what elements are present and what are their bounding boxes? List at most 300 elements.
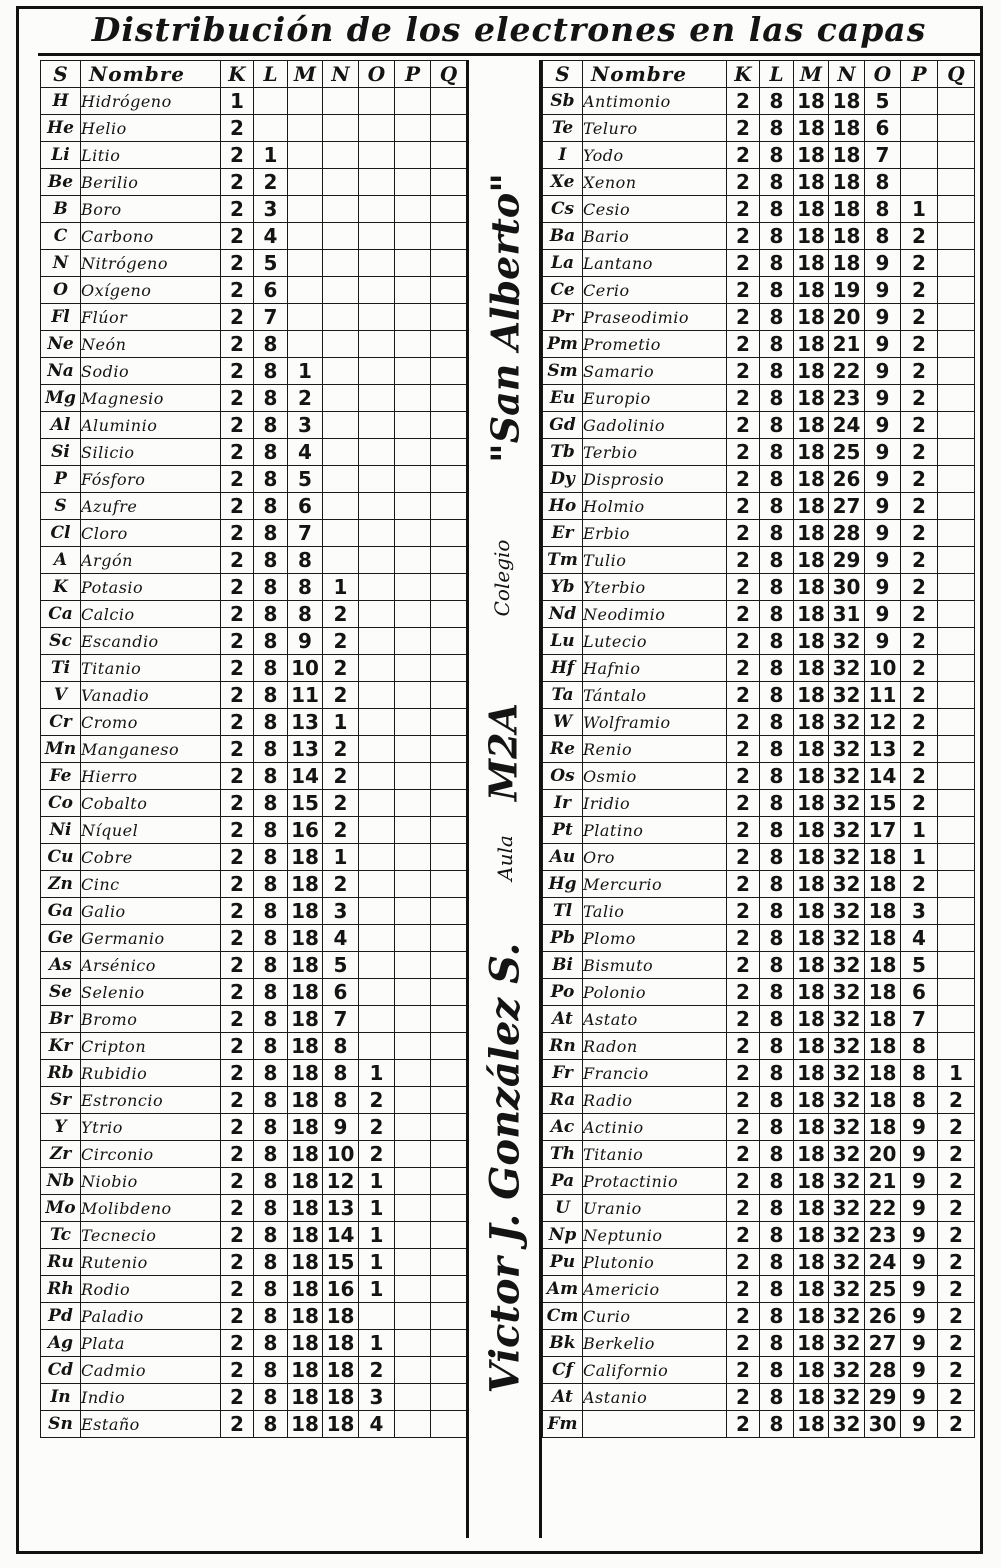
room-code: M2A <box>480 703 526 801</box>
shell-k-count: 2 <box>727 1357 760 1384</box>
element-row <box>543 520 975 547</box>
shell-l-count: 1 <box>254 142 288 169</box>
shell-l-count: 8 <box>760 466 794 493</box>
shell-l-count: 8 <box>254 763 288 790</box>
element-name: Lantano <box>583 250 727 277</box>
shell-p-count <box>395 790 431 817</box>
element-row <box>543 1087 975 1114</box>
element-row <box>543 898 975 925</box>
shell-k-count: 2 <box>727 601 760 628</box>
element-name: Radio <box>583 1087 727 1114</box>
shell-k-count: 2 <box>221 952 254 979</box>
element-name: Protactinio <box>583 1168 727 1195</box>
shell-p-count <box>395 1087 431 1114</box>
shell-k-count: 2 <box>727 682 760 709</box>
element-row <box>543 763 975 790</box>
element-name: Calcio <box>81 601 221 628</box>
element-row <box>41 142 467 169</box>
shell-q-count <box>431 466 467 493</box>
shell-n-count: 1 <box>323 574 359 601</box>
element-symbol: Rb <box>41 1060 81 1087</box>
shell-o-count: 18 <box>865 979 901 1006</box>
shell-l-count: 8 <box>760 1249 794 1276</box>
shell-q-count <box>938 142 975 169</box>
element-row <box>543 547 975 574</box>
shell-l-count: 8 <box>254 817 288 844</box>
shell-o-count: 24 <box>865 1249 901 1276</box>
element-name: Circonio <box>81 1141 221 1168</box>
shell-k-count: 2 <box>727 1033 760 1060</box>
shell-n-count: 2 <box>323 601 359 628</box>
element-symbol: Xe <box>543 169 583 196</box>
shell-k-count: 2 <box>221 601 254 628</box>
element-row <box>543 466 975 493</box>
shell-n-count: 32 <box>829 898 865 925</box>
shell-n-count: 24 <box>829 412 865 439</box>
shell-m-count: 18 <box>794 1222 829 1249</box>
shell-l-count: 8 <box>254 1060 288 1087</box>
shell-m-count: 18 <box>794 1330 829 1357</box>
element-name: Níquel <box>81 817 221 844</box>
shell-o-count: 7 <box>865 142 901 169</box>
element-symbol: O <box>41 277 81 304</box>
shell-q-count <box>938 736 975 763</box>
shell-p-count <box>395 331 431 358</box>
shell-k-count: 2 <box>727 520 760 547</box>
shell-o-count: 11 <box>865 682 901 709</box>
shell-p-count <box>395 601 431 628</box>
shell-p-count: 9 <box>901 1357 938 1384</box>
element-symbol: Yb <box>543 574 583 601</box>
shell-o-count <box>359 682 395 709</box>
element-name: Cobre <box>81 844 221 871</box>
element-symbol: N <box>41 250 81 277</box>
shell-m-count: 11 <box>288 682 323 709</box>
shell-l-count: 8 <box>760 1006 794 1033</box>
element-symbol: Se <box>41 979 81 1006</box>
shell-l-count: 8 <box>254 412 288 439</box>
shell-q-count <box>431 1303 467 1330</box>
element-name: Cinc <box>81 871 221 898</box>
shell-q-count <box>431 1033 467 1060</box>
element-symbol: Am <box>543 1276 583 1303</box>
shell-l-count: 8 <box>760 817 794 844</box>
shell-p-count: 4 <box>901 925 938 952</box>
element-symbol: Y <box>41 1114 81 1141</box>
shell-p-count: 2 <box>901 439 938 466</box>
shell-p-count <box>395 844 431 871</box>
element-row <box>41 520 467 547</box>
shell-n-count: 18 <box>323 1384 359 1411</box>
element-row <box>41 628 467 655</box>
element-row <box>41 358 467 385</box>
shell-o-count: 15 <box>865 790 901 817</box>
element-name: Astato <box>583 1006 727 1033</box>
shell-k-count: 2 <box>221 277 254 304</box>
element-symbol: W <box>543 709 583 736</box>
shell-p-count: 2 <box>901 628 938 655</box>
shell-o-count: 5 <box>865 88 901 115</box>
shell-o-count <box>359 736 395 763</box>
shell-o-count <box>359 709 395 736</box>
shell-p-count: 6 <box>901 979 938 1006</box>
shell-n-count: 9 <box>323 1114 359 1141</box>
shell-o-count <box>359 871 395 898</box>
shell-l-count: 8 <box>760 790 794 817</box>
element-name: Berilio <box>81 169 221 196</box>
element-row <box>543 1384 975 1411</box>
shell-q-count: 2 <box>938 1168 975 1195</box>
shell-p-count: 9 <box>901 1222 938 1249</box>
element-symbol: Nb <box>41 1168 81 1195</box>
element-row <box>41 574 467 601</box>
element-row <box>41 655 467 682</box>
shell-k-count: 2 <box>221 1087 254 1114</box>
shell-m-count: 18 <box>794 1384 829 1411</box>
shell-n-count: 2 <box>323 817 359 844</box>
shell-k-count: 2 <box>727 1006 760 1033</box>
element-row <box>543 1195 975 1222</box>
shell-q-count <box>431 1222 467 1249</box>
shell-o-count <box>359 1006 395 1033</box>
shell-n-count <box>323 520 359 547</box>
shell-l-count <box>254 88 288 115</box>
element-symbol: Pa <box>543 1168 583 1195</box>
shell-n-count: 18 <box>829 223 865 250</box>
shell-k-count: 2 <box>221 844 254 871</box>
element-symbol: K <box>41 574 81 601</box>
shell-m-count: 18 <box>794 1060 829 1087</box>
shell-q-count <box>938 88 975 115</box>
shell-m-count: 15 <box>288 790 323 817</box>
shell-p-count: 9 <box>901 1168 938 1195</box>
shell-m-count: 18 <box>794 1033 829 1060</box>
left-table-body <box>41 88 467 1438</box>
shell-p-count: 8 <box>901 1087 938 1114</box>
left-element-table <box>40 60 467 1438</box>
shell-l-count: 8 <box>760 1195 794 1222</box>
shell-o-count: 18 <box>865 1087 901 1114</box>
element-symbol: Ge <box>41 925 81 952</box>
element-name: Cromo <box>81 709 221 736</box>
shell-l-count: 8 <box>760 1330 794 1357</box>
element-symbol: I <box>543 142 583 169</box>
shell-n-count: 19 <box>829 277 865 304</box>
shell-n-count: 2 <box>323 790 359 817</box>
shell-p-count <box>395 1060 431 1087</box>
shell-n-count <box>323 304 359 331</box>
shell-q-count <box>431 493 467 520</box>
shell-m-count: 18 <box>288 844 323 871</box>
shell-q-count <box>431 1168 467 1195</box>
shell-l-count: 8 <box>760 655 794 682</box>
element-name <box>583 1411 727 1438</box>
element-symbol: Ru <box>41 1249 81 1276</box>
element-symbol: Pb <box>543 925 583 952</box>
shell-o-count: 9 <box>865 520 901 547</box>
element-row <box>41 1276 467 1303</box>
element-row <box>543 1357 975 1384</box>
shell-q-count <box>431 520 467 547</box>
shell-q-count <box>938 358 975 385</box>
shell-o-count: 8 <box>865 223 901 250</box>
shell-k-count: 2 <box>727 1222 760 1249</box>
element-row <box>41 115 467 142</box>
shell-o-count: 1 <box>359 1330 395 1357</box>
shell-n-count: 32 <box>829 1276 865 1303</box>
school-label: Colegio <box>490 539 514 617</box>
element-symbol: Na <box>41 358 81 385</box>
shell-p-count <box>901 115 938 142</box>
shell-q-count <box>938 817 975 844</box>
shell-q-count: 2 <box>938 1330 975 1357</box>
shell-k-count: 2 <box>727 1411 760 1438</box>
element-row <box>543 331 975 358</box>
shell-l-count: 8 <box>760 1141 794 1168</box>
shell-n-count: 2 <box>323 871 359 898</box>
shell-m-count: 18 <box>794 925 829 952</box>
shell-q-count <box>431 574 467 601</box>
shell-n-count: 32 <box>829 1357 865 1384</box>
shell-l-count: 8 <box>760 304 794 331</box>
element-name: Titanio <box>81 655 221 682</box>
element-row <box>41 1303 467 1330</box>
shell-k-count: 2 <box>221 1357 254 1384</box>
element-row <box>41 466 467 493</box>
shell-k-count: 2 <box>221 628 254 655</box>
shell-q-count <box>431 169 467 196</box>
shell-m-count: 18 <box>288 1303 323 1330</box>
shell-m-count: 18 <box>288 1195 323 1222</box>
element-row <box>543 1060 975 1087</box>
shell-k-count: 2 <box>221 223 254 250</box>
shell-q-count <box>938 601 975 628</box>
shell-l-count: 8 <box>760 277 794 304</box>
shell-p-count <box>395 142 431 169</box>
shell-m-count: 18 <box>794 682 829 709</box>
shell-k-count: 2 <box>221 790 254 817</box>
shell-p-count: 2 <box>901 250 938 277</box>
element-name: Neón <box>81 331 221 358</box>
shell-p-count <box>395 547 431 574</box>
shell-p-count: 2 <box>901 736 938 763</box>
shell-n-count: 18 <box>829 250 865 277</box>
shell-l-count: 8 <box>254 1276 288 1303</box>
shell-n-count: 32 <box>829 844 865 871</box>
shell-o-count: 8 <box>865 169 901 196</box>
shell-n-count: 32 <box>829 655 865 682</box>
shell-m-count: 18 <box>794 196 829 223</box>
element-symbol: Ca <box>41 601 81 628</box>
element-symbol: Cl <box>41 520 81 547</box>
element-symbol: B <box>41 196 81 223</box>
shell-n-count: 2 <box>323 628 359 655</box>
element-row <box>543 574 975 601</box>
element-row <box>543 925 975 952</box>
author-name: Victor J. González S. <box>481 942 529 1394</box>
shell-m-count: 18 <box>288 925 323 952</box>
shell-k-count: 2 <box>221 358 254 385</box>
shell-m-count <box>288 304 323 331</box>
shell-n-count <box>323 466 359 493</box>
shell-n-count <box>323 88 359 115</box>
shell-o-count <box>359 655 395 682</box>
shell-k-count: 2 <box>727 493 760 520</box>
shell-header-l: L <box>254 61 288 88</box>
shell-o-count: 18 <box>865 1114 901 1141</box>
element-symbol: Mn <box>41 736 81 763</box>
shell-n-count: 26 <box>829 466 865 493</box>
shell-l-count: 8 <box>254 439 288 466</box>
shell-q-count <box>938 520 975 547</box>
element-symbol: Sc <box>41 628 81 655</box>
shell-n-count: 10 <box>323 1141 359 1168</box>
element-row <box>41 1114 467 1141</box>
shell-k-count: 2 <box>221 1006 254 1033</box>
shell-o-count: 9 <box>865 358 901 385</box>
shell-k-count: 2 <box>221 1384 254 1411</box>
shell-q-count <box>431 979 467 1006</box>
element-name: Neodimio <box>583 601 727 628</box>
shell-n-count <box>323 331 359 358</box>
element-row <box>543 412 975 439</box>
shell-n-count: 32 <box>829 979 865 1006</box>
shell-p-count: 2 <box>901 331 938 358</box>
shell-m-count: 18 <box>794 1168 829 1195</box>
shell-m-count: 18 <box>794 790 829 817</box>
shell-q-count <box>431 115 467 142</box>
shell-k-count: 2 <box>727 196 760 223</box>
shell-l-count: 8 <box>760 736 794 763</box>
shell-q-count <box>938 628 975 655</box>
element-name: Cesio <box>583 196 727 223</box>
element-name: Tántalo <box>583 682 727 709</box>
element-symbol: Lu <box>543 628 583 655</box>
element-row <box>41 601 467 628</box>
shell-p-count <box>395 169 431 196</box>
shell-l-count: 2 <box>254 169 288 196</box>
shell-q-count: 2 <box>938 1357 975 1384</box>
shell-o-count: 26 <box>865 1303 901 1330</box>
element-name: Curio <box>583 1303 727 1330</box>
shell-l-count: 8 <box>254 979 288 1006</box>
element-name: Talio <box>583 898 727 925</box>
shell-n-count: 21 <box>829 331 865 358</box>
shell-m-count: 18 <box>794 277 829 304</box>
shell-o-count <box>359 385 395 412</box>
shell-n-count: 32 <box>829 1249 865 1276</box>
shell-m-count: 18 <box>794 763 829 790</box>
shell-l-count: 8 <box>760 628 794 655</box>
shell-m-count: 18 <box>794 1114 829 1141</box>
shell-p-count <box>395 709 431 736</box>
shell-k-count: 2 <box>221 412 254 439</box>
shell-m-count: 18 <box>794 439 829 466</box>
shell-m-count: 18 <box>794 1006 829 1033</box>
element-row <box>41 817 467 844</box>
element-name: Praseodimio <box>583 304 727 331</box>
shell-p-count <box>395 628 431 655</box>
element-name: Oxígeno <box>81 277 221 304</box>
shell-m-count: 18 <box>288 1087 323 1114</box>
shell-header-o: O <box>359 61 395 88</box>
shell-n-count: 3 <box>323 898 359 925</box>
shell-n-count: 15 <box>323 1249 359 1276</box>
shell-q-count <box>938 574 975 601</box>
shell-p-count <box>395 1249 431 1276</box>
shell-o-count <box>359 1033 395 1060</box>
shell-p-count: 9 <box>901 1114 938 1141</box>
element-row <box>41 1006 467 1033</box>
shell-m-count: 13 <box>288 736 323 763</box>
shell-n-count <box>323 385 359 412</box>
shell-n-count: 22 <box>829 358 865 385</box>
element-name: Teluro <box>583 115 727 142</box>
element-row <box>41 304 467 331</box>
shell-k-count: 2 <box>221 1195 254 1222</box>
shell-q-count: 2 <box>938 1411 975 1438</box>
shell-m-count: 18 <box>288 1222 323 1249</box>
shell-m-count: 14 <box>288 763 323 790</box>
shell-k-count: 2 <box>727 115 760 142</box>
shell-q-count <box>938 250 975 277</box>
shell-o-count: 17 <box>865 817 901 844</box>
shell-l-count: 8 <box>760 925 794 952</box>
shell-k-count: 2 <box>221 493 254 520</box>
element-row <box>41 1330 467 1357</box>
shell-o-count <box>359 358 395 385</box>
element-row <box>543 115 975 142</box>
element-row <box>543 1276 975 1303</box>
shell-q-count <box>431 277 467 304</box>
shell-n-count: 32 <box>829 1168 865 1195</box>
element-row <box>543 682 975 709</box>
room-label: Aula <box>493 835 517 881</box>
element-symbol: Ra <box>543 1087 583 1114</box>
shell-m-count <box>288 169 323 196</box>
element-row <box>41 898 467 925</box>
shell-q-count: 2 <box>938 1141 975 1168</box>
shell-l-count: 8 <box>760 520 794 547</box>
shell-l-count: 8 <box>254 925 288 952</box>
shell-o-count: 8 <box>865 196 901 223</box>
shell-q-count <box>431 844 467 871</box>
element-row <box>41 763 467 790</box>
shell-m-count: 18 <box>794 1087 829 1114</box>
element-symbol: V <box>41 682 81 709</box>
shell-n-count: 32 <box>829 1195 865 1222</box>
shell-l-count: 8 <box>254 493 288 520</box>
shell-m-count <box>288 115 323 142</box>
shell-k-count: 2 <box>221 1114 254 1141</box>
element-name: Arsénico <box>81 952 221 979</box>
shell-l-count: 8 <box>254 466 288 493</box>
shell-l-count: 8 <box>254 709 288 736</box>
shell-o-count <box>359 88 395 115</box>
element-row <box>41 682 467 709</box>
element-name: Erbio <box>583 520 727 547</box>
shell-p-count: 9 <box>901 1411 938 1438</box>
element-row <box>41 1033 467 1060</box>
element-symbol: Ga <box>41 898 81 925</box>
element-name: Renio <box>583 736 727 763</box>
shell-m-count: 18 <box>794 115 829 142</box>
shell-m-count: 18 <box>288 1006 323 1033</box>
shell-n-count: 32 <box>829 736 865 763</box>
shell-m-count: 18 <box>794 1276 829 1303</box>
element-symbol: A <box>41 547 81 574</box>
shell-o-count: 9 <box>865 574 901 601</box>
